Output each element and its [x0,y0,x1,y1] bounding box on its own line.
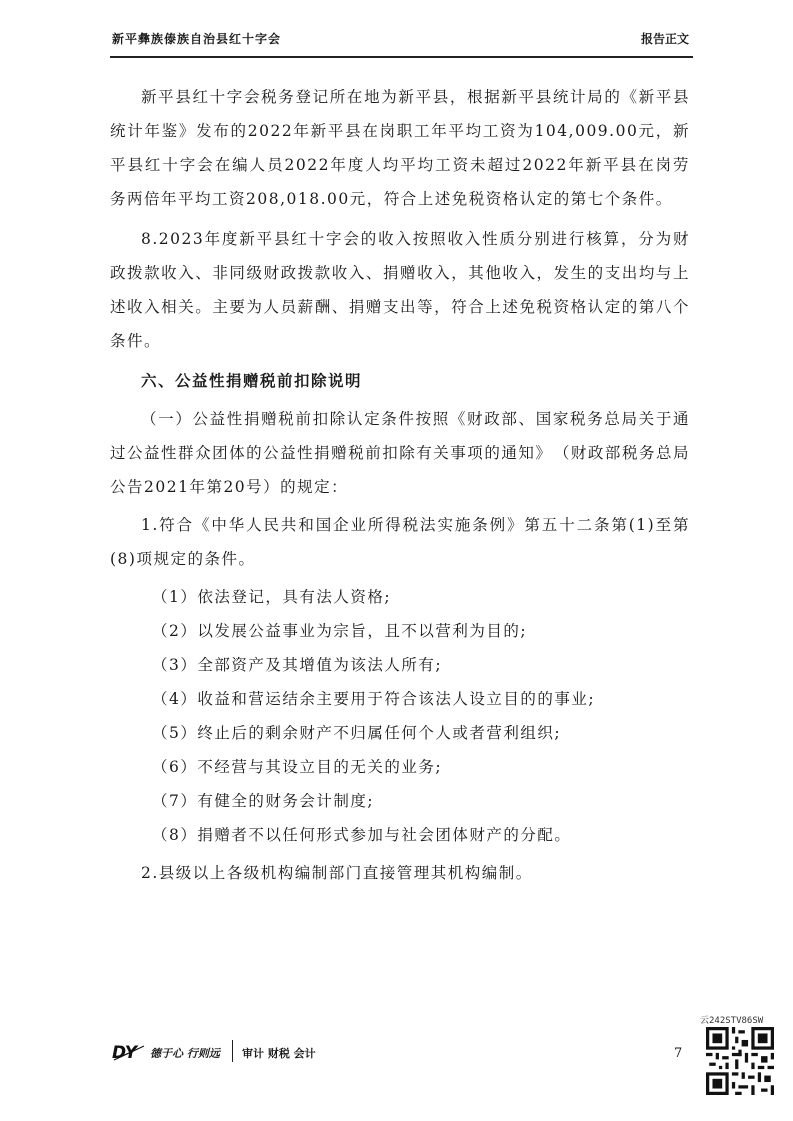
header-divider [110,56,693,58]
list-item: （3）全部资产及其增值为该法人所有; [152,656,443,674]
paragraph-condition-2: 2.县级以上各级机构编制部门直接管理其机构编制。 [141,864,533,882]
condition-list [110,580,690,852]
verification-code: 云242STV86SW [700,1016,764,1026]
paragraph-donation-conditions: （一）公益性捐赠税前扣除认定条件按照《财政部、国家税务总局关于通过公益性群众团体的公益性捐赠税前扣除有关事项的通知》 （财政部税务总局公告2021年第20号）的规定： [110,410,690,496]
document-body [110,80,690,890]
list-item: （5）终止后的剩余财产不归属任何个人或者营利组织; [152,724,562,742]
svg-text:DY: DY [112,1043,138,1062]
section-heading-6: 六、公益性捐赠税前扣除说明 [141,372,363,390]
list-item: （2）以发展公益事业为宗旨，且不以营利为目的; [152,622,528,640]
list-item: （8）捐赠者不以任何形式参加与社会团体财产的分配。 [152,826,572,844]
company-logo [112,1042,146,1062]
list-item: （7）有健全的财务会计制度; [152,792,375,810]
footer-divider [232,1040,233,1062]
header-org-name: 新平彝族傣族自治县红十字会 [112,32,282,46]
header-section-label: 报告正文 [640,32,689,46]
paragraph-tax-location: 新平县红十字会税务登记所在地为新平县，根据新平县统计局的《新平县统计年鉴》发布的2022年新平县在岗职工年平均工资为104,009.00元，新平县红十字会在编人员2022年度人均平均工资未超过2022年新平县在岗劳务两倍年平均工资208,018.00元，符合上述免税资格认定的第七个条件。 [110,88,690,208]
page-number: 7 [674,1046,683,1061]
list-item: （4）收益和营运结余主要用于符合该法人设立目的的事业; [152,690,596,708]
paragraph-condition-8: 8.2023年度新平县红十字会的收入按照收入性质分别进行核算，分为财政拨款收入、非同级财政拨款收入、捐赠收入，其他收入，发生的支出均与上述收入相关。主要为人员薪酬、捐赠支出等，符合上述免税资格认定的第八个条件。 [110,230,690,350]
qr-code-icon [706,1027,774,1095]
footer-slogan: 德于心 行则远 [150,1047,220,1060]
paragraph-condition-1: 1.符合《中华人民共和国企业所得税法实施条例》第五十二条第(1)至第(8)项规定的条件。 [110,516,690,568]
list-item: （1）依法登记，具有法人资格; [152,588,392,606]
list-item: （6）不经营与其设立目的无关的业务; [152,758,443,776]
footer-services: 审计 财税 会计 [242,1047,316,1060]
